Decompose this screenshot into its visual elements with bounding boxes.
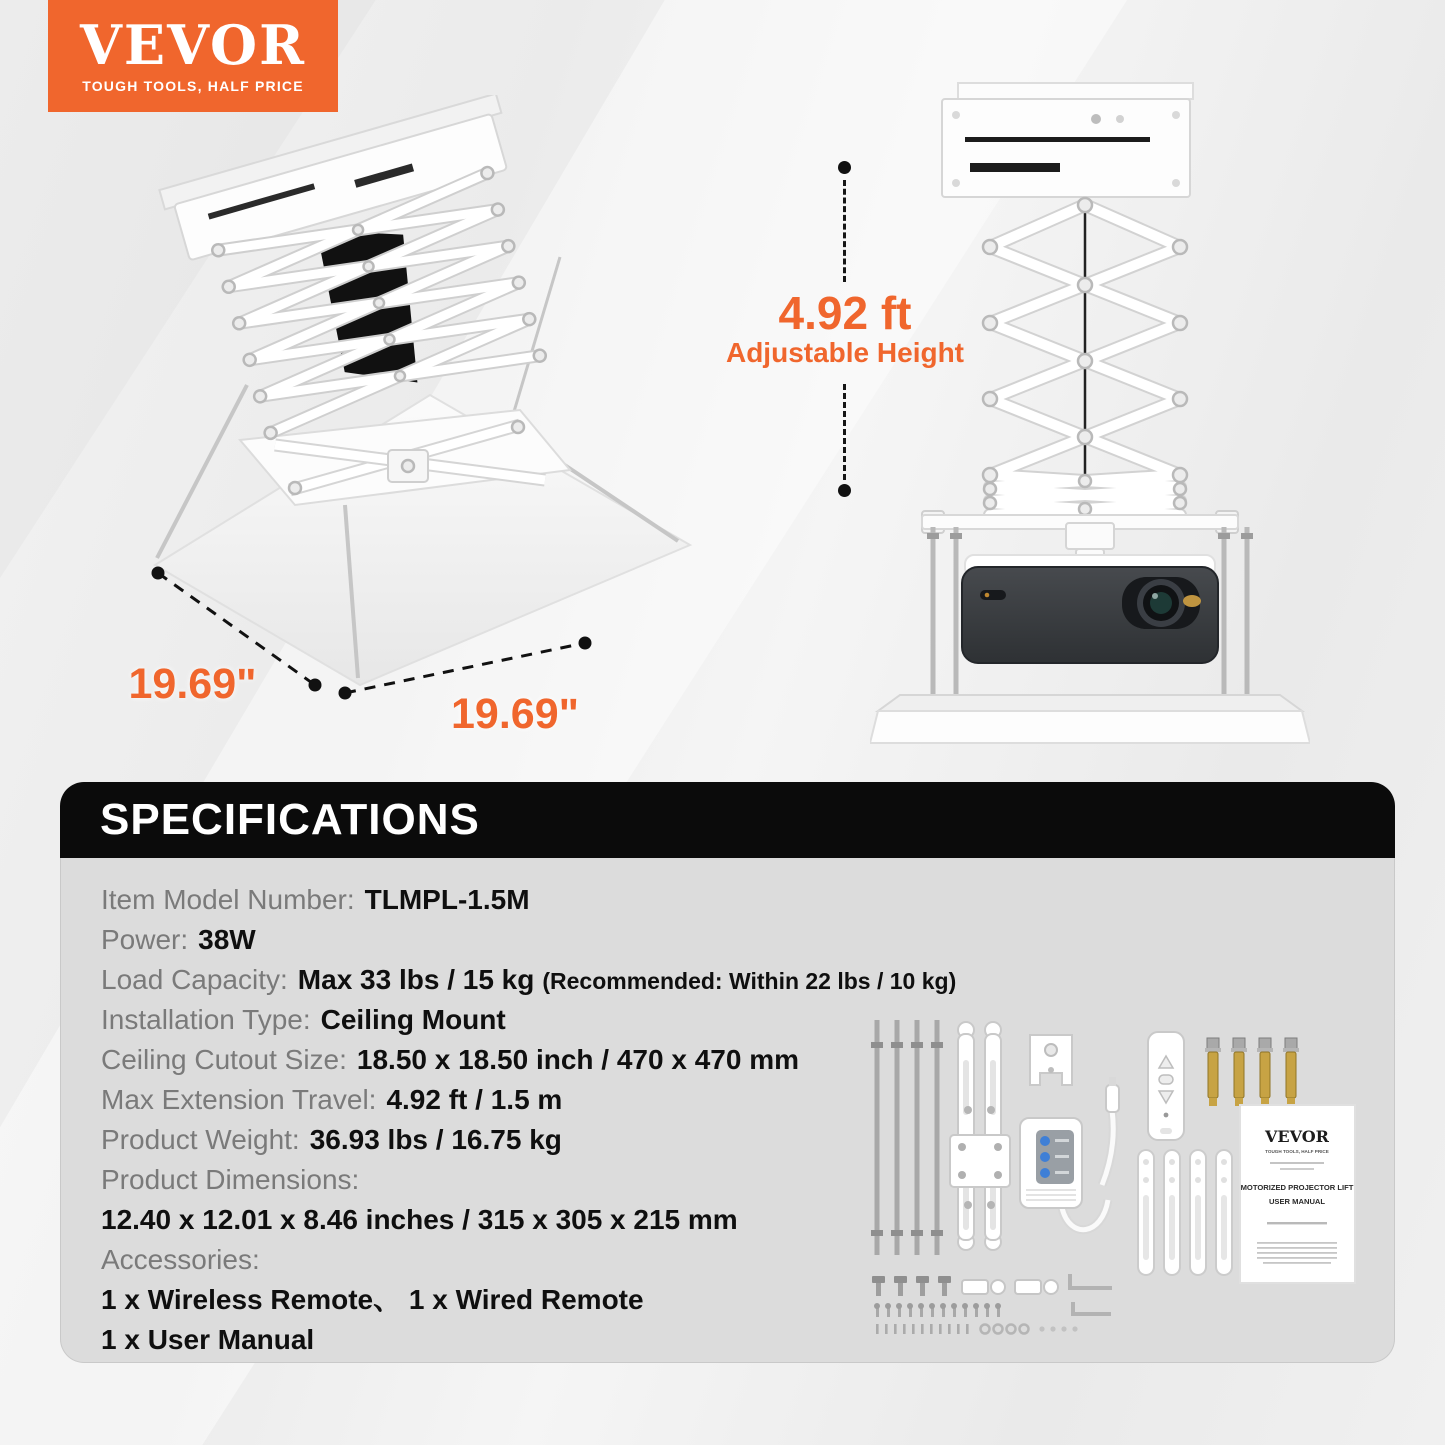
- manual-brand: VEVOR: [1265, 1127, 1329, 1146]
- height-label: Adjustable Height: [725, 337, 964, 368]
- brand-name: VEVOR: [80, 13, 306, 77]
- panel-dimension-left: 19.69": [128, 660, 257, 708]
- height-value: 4.92 ft: [778, 287, 912, 339]
- spec-row-cutout-size: Ceiling Cutout Size: 18.50 x 18.50 inch / 470 x 470 mm: [101, 1044, 799, 1075]
- specifications-title: SPECIFICATIONS: [100, 795, 480, 844]
- spec-row-power: Power: 38W: [101, 924, 256, 955]
- anchor-bolts: [1205, 1038, 1299, 1106]
- manual-title: MOTORIZED PROJECTOR LIFT: [1240, 1183, 1354, 1192]
- ceiling-bracket: [1030, 1035, 1072, 1085]
- spec-row-dimensions-label: Product Dimensions:: [101, 1164, 360, 1195]
- bracket-arms: [950, 1022, 1010, 1250]
- spec-row-accessories-manual: 1 x User Manual: [101, 1324, 315, 1355]
- clips: [962, 1280, 1058, 1294]
- panel-dimension-right: 19.69": [451, 690, 579, 738]
- spec-row-accessories-label: Accessories:: [101, 1244, 260, 1275]
- manual-subtitle: USER MANUAL: [1268, 1197, 1326, 1206]
- measure-dash-top: [843, 180, 846, 282]
- measure-dash-bottom: [843, 384, 846, 480]
- brand-tagline: TOUGH TOOLS, HALF PRICE: [82, 78, 304, 94]
- spec-row-model: Item Model Number: TLMPL-1.5M: [101, 884, 530, 915]
- projector: [962, 555, 1218, 663]
- spec-row-extension-travel: Max Extension Travel: 4.92 ft / 1.5 m: [101, 1084, 563, 1115]
- straps: [1138, 1150, 1232, 1275]
- lift-folded-illustration: [90, 95, 730, 755]
- screws-and-hardware: [872, 1274, 1112, 1334]
- adjustable-height-note: [695, 289, 995, 369]
- spec-row-accessories-remotes: 1 x Wireless Remote、 1 x Wired Remote: [101, 1284, 644, 1315]
- hex-keys: [1070, 1274, 1112, 1314]
- spec-row-product-weight: Product Weight: 36.93 lbs / 16.75 kg: [101, 1124, 562, 1155]
- ceiling-mount-unit: [942, 83, 1193, 197]
- spec-row-dimensions-value: 12.40 x 12.01 x 8.46 inches / 315 x 305 x 215 mm: [101, 1204, 738, 1235]
- lift-extended-illustration: [870, 75, 1310, 755]
- accessories-kit-illustration: [830, 990, 1390, 1360]
- wireless-remote: [1148, 1032, 1184, 1140]
- user-manual: [1240, 1105, 1355, 1283]
- folded-scissor-stack: [159, 95, 570, 450]
- wired-remote-receiver: [1020, 1077, 1119, 1230]
- manual-tagline: TOUGH TOOLS, HALF PRICE: [1265, 1149, 1329, 1154]
- spec-row-load-capacity: Load Capacity: Max 33 lbs / 15 kg (Recommended: Within 22 lbs / 10 kg): [101, 964, 957, 995]
- threaded-rods: [871, 1020, 943, 1255]
- specifications-header: [60, 782, 1395, 858]
- spec-row-installation-type: Installation Type: Ceiling Mount: [101, 1004, 506, 1035]
- base-platform: [870, 695, 1310, 743]
- measure-dot-top: [838, 161, 851, 174]
- measure-dot-bottom: [838, 484, 851, 497]
